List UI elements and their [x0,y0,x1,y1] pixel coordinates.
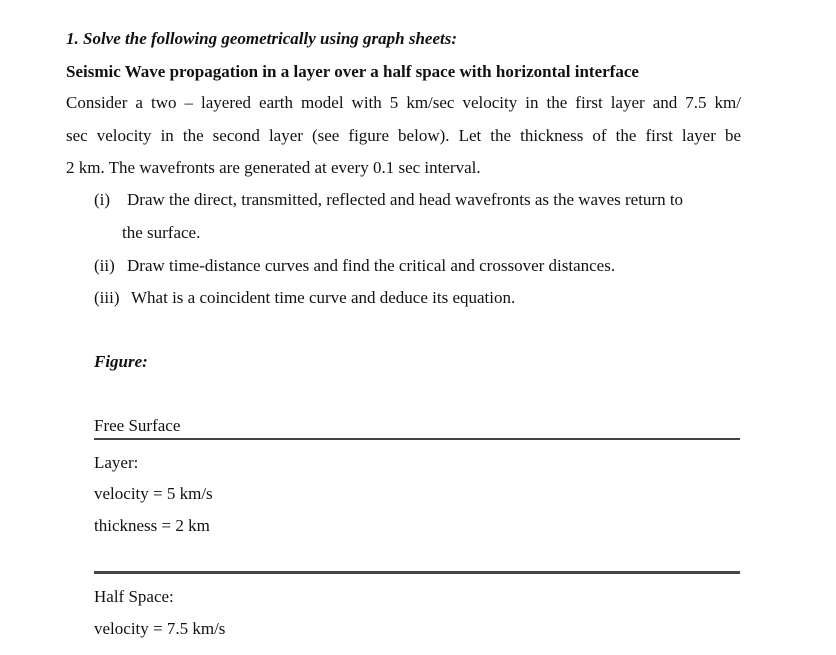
item-marker: (ii) [94,256,115,275]
figure-label: Figure: [94,352,148,371]
paragraph-line: 2 km. The wavefronts are generated at every 0.1 sec interval. [66,158,481,177]
layer-thickness: thickness = 2 km [94,516,210,535]
half-space-velocity: velocity = 7.5 km/s [94,619,226,638]
half-space-label: Half Space: [94,587,174,606]
item-marker: (i) [94,190,111,209]
item-marker: (iii) [94,288,120,307]
layer-velocity: velocity = 5 km/s [94,484,213,503]
paragraph-line: Consider a two – layered earth model with 5 km/sec velocity in the first layer and 7.5 km/ [66,93,741,112]
question-heading: Seismic Wave propagation in a layer over a half space with horizontal interface [66,62,639,81]
free-surface-line [94,438,740,440]
interface-line [94,571,740,574]
question-title: 1. Solve the following geometrically using graph sheets: [66,29,458,48]
layer-label: Layer: [94,453,139,472]
paragraph-line: sec velocity in the second layer (see figure below). Let the thickness of the first layer be [66,126,741,145]
free-surface-label: Free Surface [94,416,181,435]
item-text: Draw time-distance curves and find the critical and crossover distances. [127,256,616,275]
item-text: What is a coincident time curve and deduce its equation. [131,288,516,307]
item-text-continued: the surface. [122,223,201,242]
item-text: Draw the direct, transmitted, reflected and head wavefronts as the waves return to [127,190,684,209]
